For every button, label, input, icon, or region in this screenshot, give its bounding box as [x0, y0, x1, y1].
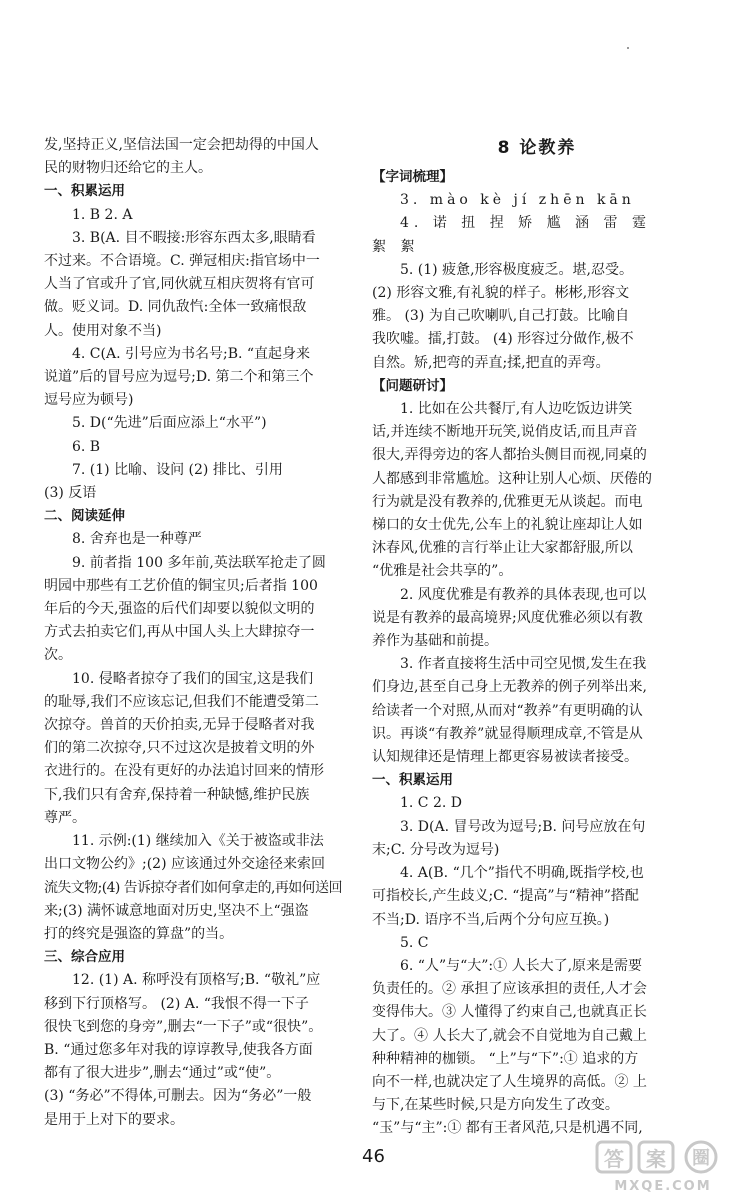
answer-line: 人当了官或升了官,同伙就互相庆贺将有官可	[44, 276, 315, 293]
answer-line: 很快飞到您的身旁”,删去“一下子”或“很快”。	[44, 1018, 323, 1035]
answer-line: 是用于上对下的要求。	[44, 1111, 184, 1128]
answer-line: 4. 诺 扭 捏 矫 尴 涵 雷 霆	[400, 215, 651, 232]
section-heading-accumulate-2: 一、积累运用	[372, 772, 453, 789]
answer-line: 大了。④ 人长大了,就会不自觉地为自己戴上	[372, 1027, 647, 1044]
answer-line: 3. mào kè jí zhēn kān	[400, 192, 635, 209]
answer-line: 逗号应为顿号)	[44, 392, 134, 409]
answer-line: 变得伟大。③ 人懂得了约束自己,也就真正长	[372, 1004, 647, 1021]
answer-line: 6. “人”与“大”:① 人长大了,原来是需要	[400, 957, 643, 974]
answer-line: 种种精神的枷锁。 “上”与“下”:① 追求的方	[372, 1050, 639, 1067]
answer-line: 絮 絮	[372, 238, 420, 255]
answer-line: 很大,弄得旁边的客人都抬头侧目而视,同桌的	[372, 447, 647, 464]
answer-line: 都有了很大进步”,删去“通过”或“使”。	[44, 1065, 281, 1082]
answer-line: 说道”后的冒号应为逗号;D. 第二个和第三个	[44, 369, 314, 386]
answer-line: 下,我们只有舍弃,保持着一种缺憾,维护民族	[44, 786, 310, 803]
answer-line: 负责任的。② 承担了应该承担的责任,人才会	[372, 981, 647, 998]
answer-line: 末;C. 分号改为逗号)	[372, 841, 500, 858]
answer-line: 向不一样,也就决定了人生境界的高低。② 上	[372, 1073, 647, 1090]
answer-line: 6. B	[72, 438, 101, 455]
answer-line: 4. A(B. “几个”指代不明确,既指学校,也	[400, 865, 644, 882]
section-heading-comprehensive: 三、综合应用	[44, 949, 125, 966]
answer-line: 自然。矫,把弯的弄直;揉,把直的弄弯。	[372, 354, 610, 371]
answer-line: 的耻辱,我们不应该忘记,但我们不能遭受第二	[44, 693, 319, 710]
section-heading-accumulate: 一、积累运用	[44, 183, 125, 200]
answer-line: 11. 示例:(1) 继续加入《关于被盗或非法	[72, 833, 324, 850]
answer-line: 们的第二次掠夺,只不过这次是披着文明的外	[44, 740, 315, 757]
answer-line: B. “通过您多年对我的谆谆教导,使我各方面	[44, 1041, 313, 1058]
scan-speck	[627, 47, 629, 49]
answer-line: 可指校长,产生歧义;C. “提高”与“精神”搭配	[372, 888, 639, 905]
answer-line: 8. 舍弃也是一种尊严	[72, 531, 202, 548]
section-heading-reading: 二、阅读延伸	[44, 508, 125, 525]
answer-line: 年后的今天,强盗的后代们却要以貌似文明的	[44, 601, 315, 618]
answer-line: 9. 前者指 100 多年前,英法联军抢走了圆	[72, 554, 326, 571]
answer-line: 1. C 2. D	[400, 795, 463, 812]
answer-line: 3. D(A. 冒号改为逗号;B. 问号应放在句	[400, 818, 646, 835]
answer-line: 方式去拍卖它们,再从中国人头上大肆掠夺一	[44, 624, 315, 641]
answer-line: 5. (1) 疲惫,形容极度疲乏。堪,忍受。	[400, 261, 633, 278]
right-column	[372, 134, 702, 1141]
answer-line: 7. (1) 比喻、设问 (2) 排比、引用	[72, 461, 283, 478]
answer-line: 2. 风度优雅是有教养的具体表现,也可以	[400, 586, 647, 603]
answer-line: (3) 反语	[44, 485, 97, 502]
answer-line: 说是有教养的最高境界;风度优雅必须以有教	[372, 609, 643, 626]
answer-line: 不过来。不合语境。C. 弹冠相庆:指官场中一	[44, 253, 320, 270]
answer-line: 雅。 (3) 为自己吹喇叭,自己打鼓。比喻自	[372, 308, 630, 325]
answer-line: 1. 比如在公共餐厅,有人边吃饭边讲笑	[400, 401, 633, 418]
left-column	[44, 134, 344, 1132]
answer-line: 与下,在某些时候,只是方向发生了改变。	[372, 1097, 619, 1114]
intro-line-2: 民的财物归还给它的主人。	[44, 160, 212, 177]
svg-text:MXQE.COM: MXQE.COM	[614, 1179, 712, 1194]
answer-line: 次掠夺。兽首的天价拍卖,无异于侵略者对我	[44, 717, 315, 734]
answer-line: 打的终究是强盗的算盘”的当。	[44, 925, 234, 942]
answer-line: 我吹嘘。擂,打鼓。 (4) 形容过分做作,极不	[372, 331, 634, 348]
watermark-logo	[593, 1138, 733, 1194]
answer-line: 认知规律还是情理上都更容易被读者接受。	[372, 749, 638, 766]
answer-line: 3. 作者直接将生活中司空见惯,发生在我	[400, 656, 647, 673]
answer-line: 人都感到非常尴尬。这种让别人心烦、厌倦的	[372, 470, 652, 487]
answer-line: 们身边,甚至自己身上无教养的例子列举出来,	[372, 679, 647, 696]
answer-line: 明园中那些有工艺价值的铜宝贝;后者指 100	[44, 577, 318, 594]
answer-line: 梯口的女士优先,公车上的礼貌让座却让人如	[372, 517, 643, 534]
answer-line: 流失文物;(4) 告诉掠夺者们如何拿走的,再如何送回	[44, 879, 342, 896]
svg-text:圈: 圈	[692, 1148, 710, 1169]
answer-line: 养作为基础和前提。	[372, 633, 498, 650]
answer-line: 5. D(“先进”后面应添上“水平”)	[72, 415, 267, 432]
answer-line: “玉”与“主”:① 都有王者风范,只是机遇不同,	[372, 1120, 643, 1137]
page-number: 46	[362, 1146, 385, 1167]
answer-line: “优雅是社会共享的”。	[372, 563, 513, 580]
answer-line: 5. C	[400, 934, 429, 951]
section-heading-discussion: 【问题研讨】	[372, 377, 453, 394]
answer-line: 次。	[44, 647, 72, 664]
answer-line: 出口文物公约》;(2) 应该通过外交途径来索回	[44, 856, 325, 873]
answer-line: (2) 形容文雅,有礼貌的样子。彬彬,形容文	[372, 285, 630, 302]
answer-line: 4. C(A. 引号应为书名号;B. “直起身来	[72, 345, 311, 362]
answer-line: 3. B(A. 目不暇接:形容东西太多,眼睛看	[72, 229, 316, 246]
answer-line: (3) “务必”不得体,可删去。因为“务必”一般	[44, 1088, 312, 1105]
answer-line: 移到下行顶格写。 (2) A. “我恨不得一下子	[44, 995, 309, 1012]
answer-line: 不当;D. 语序不当,后两个分句应互换。)	[372, 911, 610, 928]
svg-text:答: 答	[604, 1147, 624, 1171]
answer-line: 给读者一个对照,从而对“教养”有更明确的认	[372, 702, 643, 719]
answer-line: 10. 侵略者掠夺了我们的国宝,这是我们	[72, 670, 314, 687]
answer-line: 人。使用对象不当)	[44, 322, 162, 339]
answer-line: 尊严。	[44, 809, 86, 826]
answer-line: 来;(3) 满怀诚意地面对历史,坚决不上“强盗	[44, 902, 309, 919]
answer-line: 12. (1) A. 称呼没有顶格写;B. “敬礼”应	[72, 972, 321, 989]
answer-line: 行为就是没有教养的,优雅更无从谈起。而电	[372, 493, 643, 510]
answer-line: 做。贬义词。D. 同仇敌忾:全体一致痛恨敌	[44, 299, 307, 316]
intro-line-1: 发,坚持正义,坚信法国一定会把劫得的中国人	[44, 137, 319, 153]
answer-line: 话,并连续不断地开玩笑,说俏皮话,而且声音	[372, 424, 638, 441]
svg-text:案: 案	[646, 1147, 666, 1171]
answer-line: 识。再谈“有教养”就显得顺理成章,不管是从	[372, 725, 643, 742]
section-heading-vocab: 【字词梳理】	[372, 169, 453, 185]
answer-line: 衣进行的。在没有更好的办法追讨回来的情形	[44, 763, 324, 780]
lesson-title: 8 论教养	[497, 138, 577, 158]
answer-line: 1. B 2. A	[72, 206, 133, 223]
answer-line: 沐春风,优雅的言行举止让大家都舒服,所以	[372, 540, 633, 557]
